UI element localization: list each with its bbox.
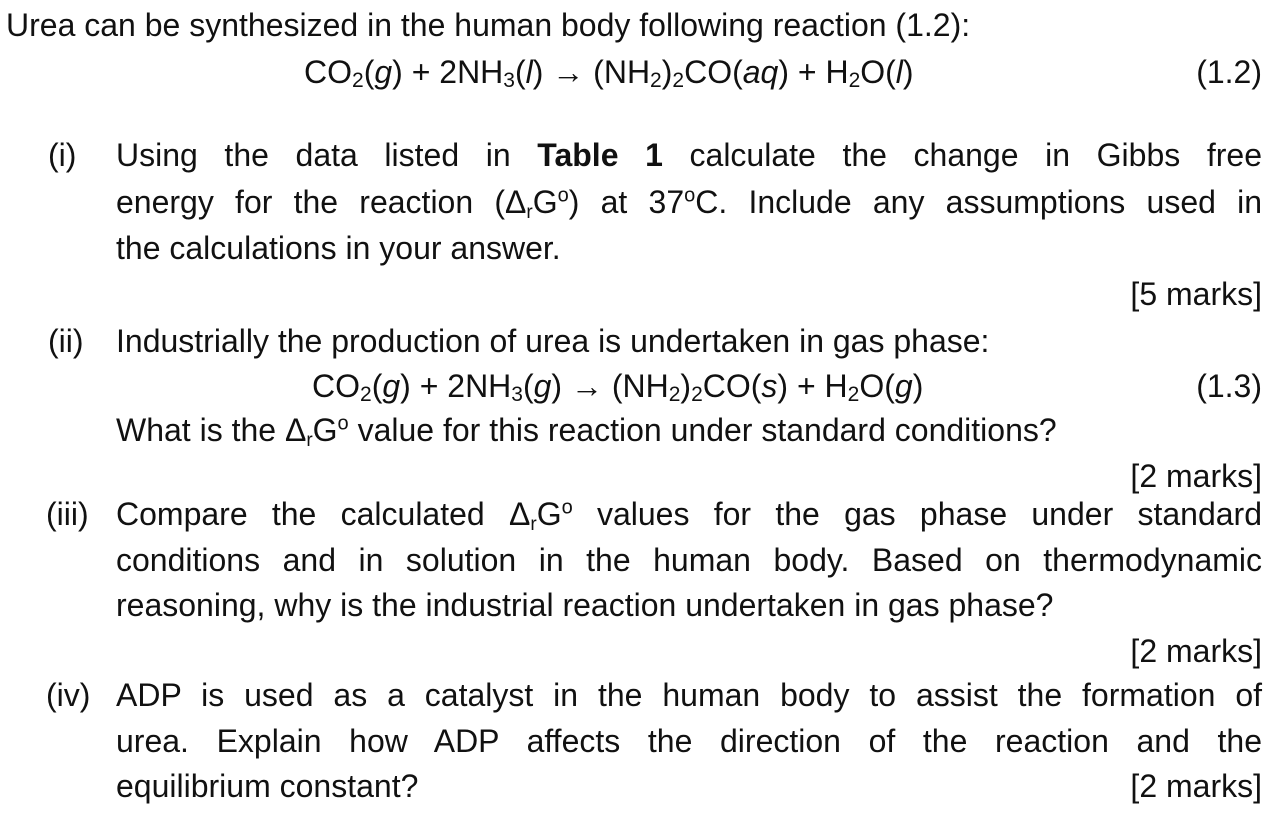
question-iii-marks: [2 marks]: [1130, 633, 1262, 669]
question-iii-line-1: Compare the calculated ΔrG$^o$ values for the gas phase under standard: [116, 496, 1263, 535]
question-ii-line-1: Industrially the production of urea is undertaken in gas phase:: [116, 323, 990, 359]
question-i-line-3: the calculations in your answer.: [116, 230, 561, 266]
equation-1-3: CO2(g) + 2NH3(g) → (NH2)2CO(s) + H2O(g): [312, 368, 924, 406]
question-iii-label: (iii): [46, 496, 89, 532]
equation-1-2: CO2(g) + 2NH3(l) → (NH2)2CO(aq) + H2O(l): [304, 54, 914, 92]
question-i-label: (i): [48, 137, 77, 173]
question-i-line-2: energy for the reaction (ΔrG$^o$) at 37$^o$C. Include any assumptions used in: [116, 184, 1263, 223]
question-ii-marks: [2 marks]: [1130, 458, 1262, 494]
question-iv-line-1: ADP is used as a catalyst in the human body to assist the formation of: [116, 677, 1262, 713]
question-iii-line-2: conditions and in solution in the human body. Based on thermodynamic: [116, 542, 1262, 578]
question-i-marks: [5 marks]: [1130, 276, 1262, 312]
equation-1-3-number: (1.3): [1196, 368, 1262, 404]
intro-text: Urea can be synthesized in the human body following reaction (1.2):: [6, 7, 971, 43]
question-iv-line-2: urea. Explain how ADP affects the direction of the reaction and the: [116, 723, 1262, 759]
equation-1-2-number: (1.2): [1196, 54, 1262, 90]
question-ii-line-2: What is the ΔrG$^o$ value for this reaction under standard conditions?: [116, 412, 1057, 451]
question-iv-line-3: equilibrium constant?: [116, 768, 419, 804]
question-ii-label: (ii): [48, 323, 84, 359]
question-iii-line-3: reasoning, why is the industrial reaction undertaken in gas phase?: [116, 587, 1054, 623]
question-iv-label: (iv): [46, 677, 91, 713]
question-iv-marks: [2 marks]: [1130, 768, 1262, 804]
question-i-line-1: Using the data listed in Table 1 calculate the change in Gibbs free: [116, 137, 1263, 173]
